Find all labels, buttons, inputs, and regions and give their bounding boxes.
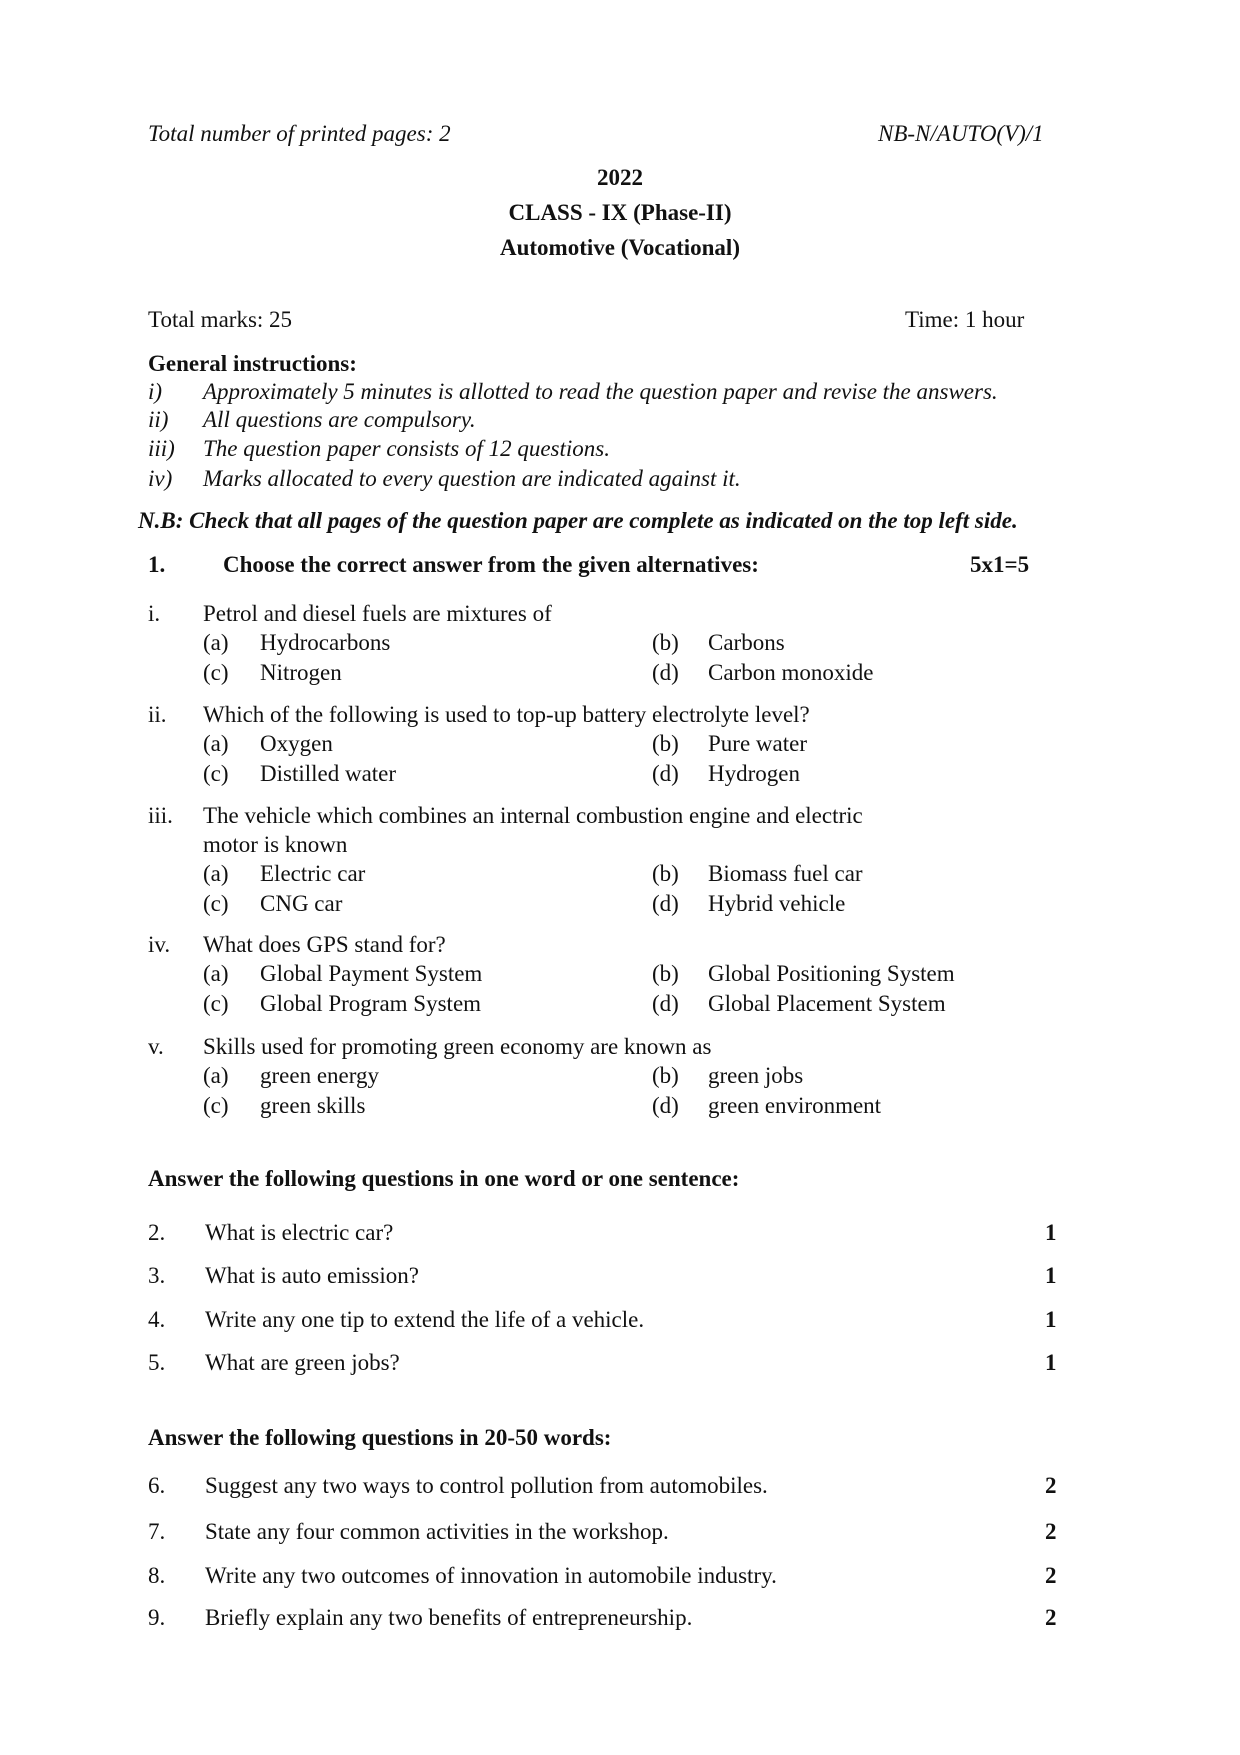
printed-pages-note: Total number of printed pages: 2 xyxy=(148,121,451,146)
question-row xyxy=(0,1604,1240,1634)
question-row xyxy=(0,1262,1240,1292)
question-row xyxy=(0,1219,1240,1249)
question-marks: 1 xyxy=(1045,1350,1057,1375)
option-text: Global Payment System xyxy=(260,961,483,986)
option-label: (c) xyxy=(203,1093,229,1118)
sub-question-number: iii. xyxy=(148,803,173,828)
question-marks: 1 xyxy=(1045,1307,1057,1332)
instruction-number: iii) xyxy=(148,436,175,461)
instruction-text: Marks allocated to every question are indicated against it. xyxy=(203,466,741,491)
option-label: (d) xyxy=(652,891,679,916)
option-label: (b) xyxy=(652,961,679,986)
question-marks: 2 xyxy=(1045,1473,1057,1498)
option-label: (b) xyxy=(652,861,679,886)
question-text: What is auto emission? xyxy=(205,1263,419,1288)
option-label: (c) xyxy=(203,660,229,685)
option-text: green jobs xyxy=(708,1063,804,1088)
question-row xyxy=(0,1349,1240,1379)
sub-question-text: What does GPS stand for? xyxy=(203,932,446,957)
instruction-number: iv) xyxy=(148,466,173,491)
question-number: 1. xyxy=(148,552,166,577)
question-marks: 1 xyxy=(1045,1220,1057,1245)
subject-title: Automotive (Vocational) xyxy=(500,235,740,260)
question-marks: 2 xyxy=(1045,1563,1057,1588)
sub-question-number: v. xyxy=(148,1034,164,1059)
question-marks: 1 xyxy=(1045,1263,1057,1288)
nb-note: N.B: Check that all pages of the question paper are complete as indicated on the top left side. xyxy=(138,508,1018,533)
question-number: 2. xyxy=(148,1220,166,1245)
instruction-number: i) xyxy=(148,379,163,404)
question-number: 8. xyxy=(148,1563,166,1588)
option-label: (b) xyxy=(652,630,679,655)
paper-code: NB-N/AUTO(V)/1 xyxy=(878,121,1044,146)
sub-question-text: Petrol and diesel fuels are mixtures of xyxy=(203,601,552,626)
option-text: Distilled water xyxy=(260,761,397,786)
sub-question-number: i. xyxy=(148,601,161,626)
sub-question-text-continued: motor is known xyxy=(203,832,348,857)
question-row xyxy=(0,1472,1240,1502)
sub-question-text: Which of the following is used to top-up battery electrolyte level? xyxy=(203,702,810,727)
sub-question-text: The vehicle which combines an internal combustion engine and electric xyxy=(203,803,863,828)
question-text: State any four common activities in the workshop. xyxy=(205,1519,669,1544)
question-text: What is electric car? xyxy=(205,1220,394,1245)
question-text: Suggest any two ways to control pollution from automobiles. xyxy=(205,1473,768,1498)
question-text: What are green jobs? xyxy=(205,1350,400,1375)
option-text: Electric car xyxy=(260,861,366,886)
option-text: green environment xyxy=(708,1093,882,1118)
class-title: CLASS - IX (Phase-II) xyxy=(508,200,732,225)
instruction-text: Approximately 5 minutes is allotted to read the question paper and revise the answers. xyxy=(203,379,998,404)
section-marks: 5x1=5 xyxy=(970,552,1030,577)
question-text: Briefly explain any two benefits of entrepreneurship. xyxy=(205,1605,693,1630)
option-label: (b) xyxy=(652,1063,679,1088)
time-allowed: Time: 1 hour xyxy=(905,307,1025,332)
option-text: Global Positioning System xyxy=(708,961,955,986)
option-text: Hybrid vehicle xyxy=(708,891,846,916)
question-marks: 2 xyxy=(1045,1605,1057,1630)
question-number: 5. xyxy=(148,1350,166,1375)
option-text: CNG car xyxy=(260,891,343,916)
instruction-text: The question paper consists of 12 questions. xyxy=(203,436,610,461)
option-text: Biomass fuel car xyxy=(708,861,863,886)
instruction-number: ii) xyxy=(148,407,169,432)
option-label: (b) xyxy=(652,731,679,756)
option-text: Global Program System xyxy=(260,991,482,1016)
question-row xyxy=(0,1306,1240,1336)
option-text: Carbon monoxide xyxy=(708,660,874,685)
section-heading: Answer the following questions in 20-50 words: xyxy=(148,1425,612,1450)
question-number: 9. xyxy=(148,1605,166,1630)
question-text: Write any two outcomes of innovation in automobile industry. xyxy=(205,1563,777,1588)
option-label: (c) xyxy=(203,761,229,786)
option-label: (d) xyxy=(652,991,679,1016)
instruction-text: All questions are compulsory. xyxy=(203,407,476,432)
question-row xyxy=(0,1518,1240,1548)
option-text: Hydrocarbons xyxy=(260,630,391,655)
section-heading: Answer the following questions in one word or one sentence: xyxy=(148,1166,740,1191)
option-label: (a) xyxy=(203,1063,229,1088)
question-number: 4. xyxy=(148,1307,166,1332)
question-number: 6. xyxy=(148,1473,166,1498)
option-label: (a) xyxy=(203,731,229,756)
option-label: (a) xyxy=(203,861,229,886)
sub-question-number: iv. xyxy=(148,932,171,957)
option-text: Global Placement System xyxy=(708,991,946,1016)
question-number: 7. xyxy=(148,1519,166,1544)
option-label: (a) xyxy=(203,961,229,986)
sub-question-number: ii. xyxy=(148,702,167,727)
total-marks: Total marks: 25 xyxy=(148,307,293,332)
option-label: (d) xyxy=(652,660,679,685)
option-text: green skills xyxy=(260,1093,366,1118)
option-label: (d) xyxy=(652,1093,679,1118)
option-text: Nitrogen xyxy=(260,660,342,685)
question-number: 3. xyxy=(148,1263,166,1288)
exam-year: 2022 xyxy=(597,165,643,190)
option-text: Carbons xyxy=(708,630,785,655)
option-label: (a) xyxy=(203,630,229,655)
option-text: Pure water xyxy=(708,731,807,756)
option-label: (c) xyxy=(203,991,229,1016)
section-heading: Choose the correct answer from the given alternatives: xyxy=(223,552,759,577)
option-text: green energy xyxy=(260,1063,379,1088)
option-label: (d) xyxy=(652,761,679,786)
instructions-heading: General instructions: xyxy=(148,351,357,376)
option-text: Hydrogen xyxy=(708,761,800,786)
question-text: Write any one tip to extend the life of a vehicle. xyxy=(205,1307,645,1332)
option-label: (c) xyxy=(203,891,229,916)
option-text: Oxygen xyxy=(260,731,333,756)
sub-question-text: Skills used for promoting green economy are known as xyxy=(203,1034,712,1059)
question-marks: 2 xyxy=(1045,1519,1057,1544)
question-row xyxy=(0,1562,1240,1592)
